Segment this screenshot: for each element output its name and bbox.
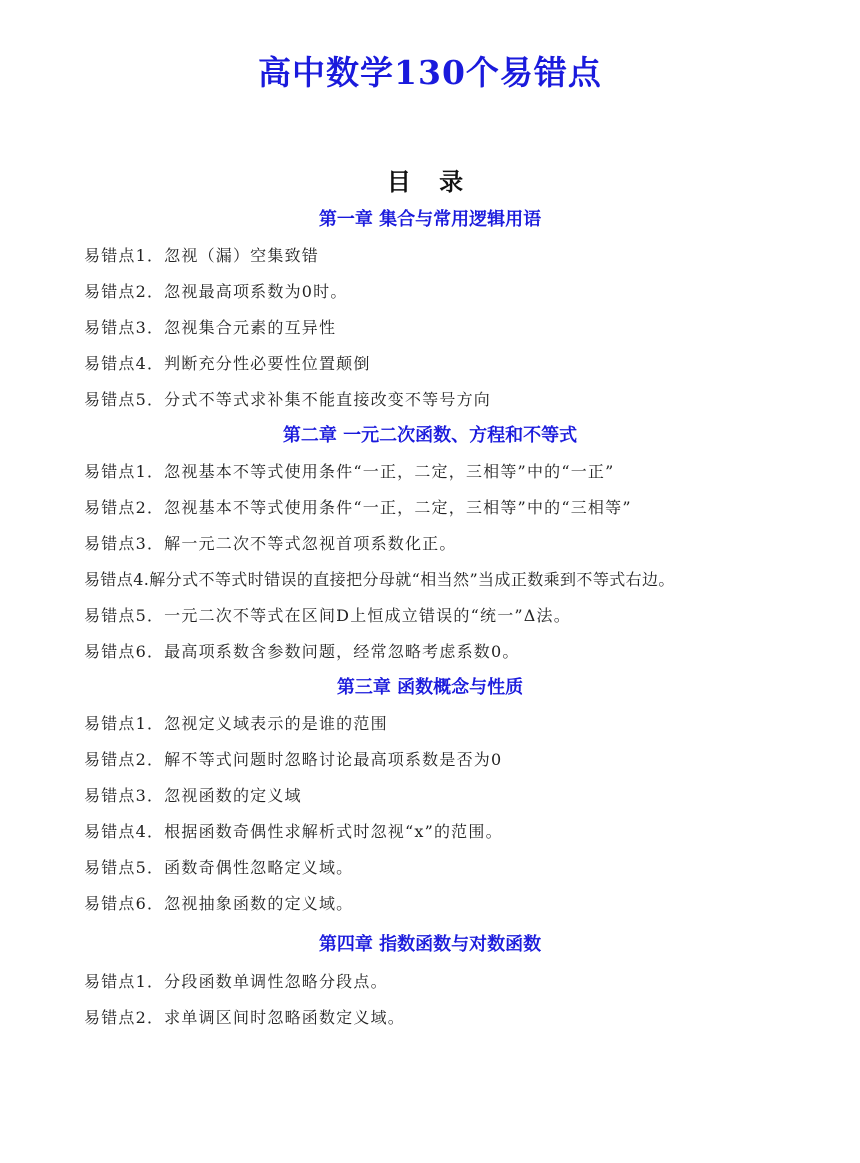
- toc-item[interactable]: 易错点2．解不等式问题时忽略讨论最高项系数是否为0: [84, 750, 503, 769]
- table-of-contents: [0, 202, 860, 1036]
- toc-item[interactable]: 易错点1．忽视定义域表示的是谁的范围: [84, 714, 388, 733]
- toc-item[interactable]: 易错点3．忽视集合元素的互异性: [84, 318, 337, 337]
- toc-item[interactable]: 易错点3．忽视函数的定义域: [84, 786, 302, 805]
- toc-item[interactable]: 易错点5．一元二次不等式在区间D上恒成立错误的“统一”Δ法。: [84, 606, 571, 625]
- chapter-1: [0, 202, 860, 418]
- document-title: 高中数学130个易错点: [258, 53, 602, 92]
- chapter-title[interactable]: 第三章 函数概念与性质: [336, 677, 524, 698]
- toc-item[interactable]: 易错点4．根据函数奇偶性求解析式时忽视“x”的范围。: [84, 822, 503, 841]
- toc-item[interactable]: 易错点2．忽视基本不等式使用条件“一正，二定，三相等”中的“三相等”: [84, 498, 632, 517]
- toc-item[interactable]: 易错点4.解分式不等式时错误的直接把分母就“相当然”当成正数乘到不等式右边。: [84, 570, 675, 589]
- toc-item[interactable]: 易错点1．忽视基本不等式使用条件“一正，二定，三相等”中的“一正”: [84, 462, 615, 481]
- toc-item[interactable]: 易错点4．判断充分性必要性位置颠倒: [84, 354, 371, 373]
- toc-heading: 目 录: [386, 167, 474, 196]
- chapter-title[interactable]: 第一章 集合与常用逻辑用语: [318, 209, 542, 230]
- toc-item[interactable]: 易错点6．最高项系数含参数问题，经常忽略考虑系数0。: [84, 642, 520, 661]
- toc-item[interactable]: 易错点2．求单调区间时忽略函数定义域。: [84, 1008, 405, 1027]
- toc-item[interactable]: 易错点1．忽视（漏）空集致错: [84, 246, 319, 265]
- toc-item[interactable]: 易错点1．分段函数单调性忽略分段点。: [84, 972, 388, 991]
- toc-item[interactable]: 易错点5．分式不等式求补集不能直接改变不等号方向: [84, 390, 491, 409]
- toc-item[interactable]: 易错点6．忽视抽象函数的定义域。: [84, 894, 354, 913]
- toc-item[interactable]: 易错点5．函数奇偶性忽略定义域。: [84, 858, 354, 877]
- chapter-title[interactable]: 第四章 指数函数与对数函数: [318, 934, 542, 955]
- chapter-2: [0, 418, 860, 670]
- chapter-4: [0, 922, 860, 1036]
- toc-item[interactable]: 易错点2．忽视最高项系数为0时。: [84, 282, 348, 301]
- chapter-title[interactable]: 第二章 一元二次函数、方程和不等式: [282, 425, 578, 446]
- chapter-3: [0, 670, 860, 922]
- toc-item[interactable]: 易错点3．解一元二次不等式忽视首项系数化正。: [84, 534, 457, 553]
